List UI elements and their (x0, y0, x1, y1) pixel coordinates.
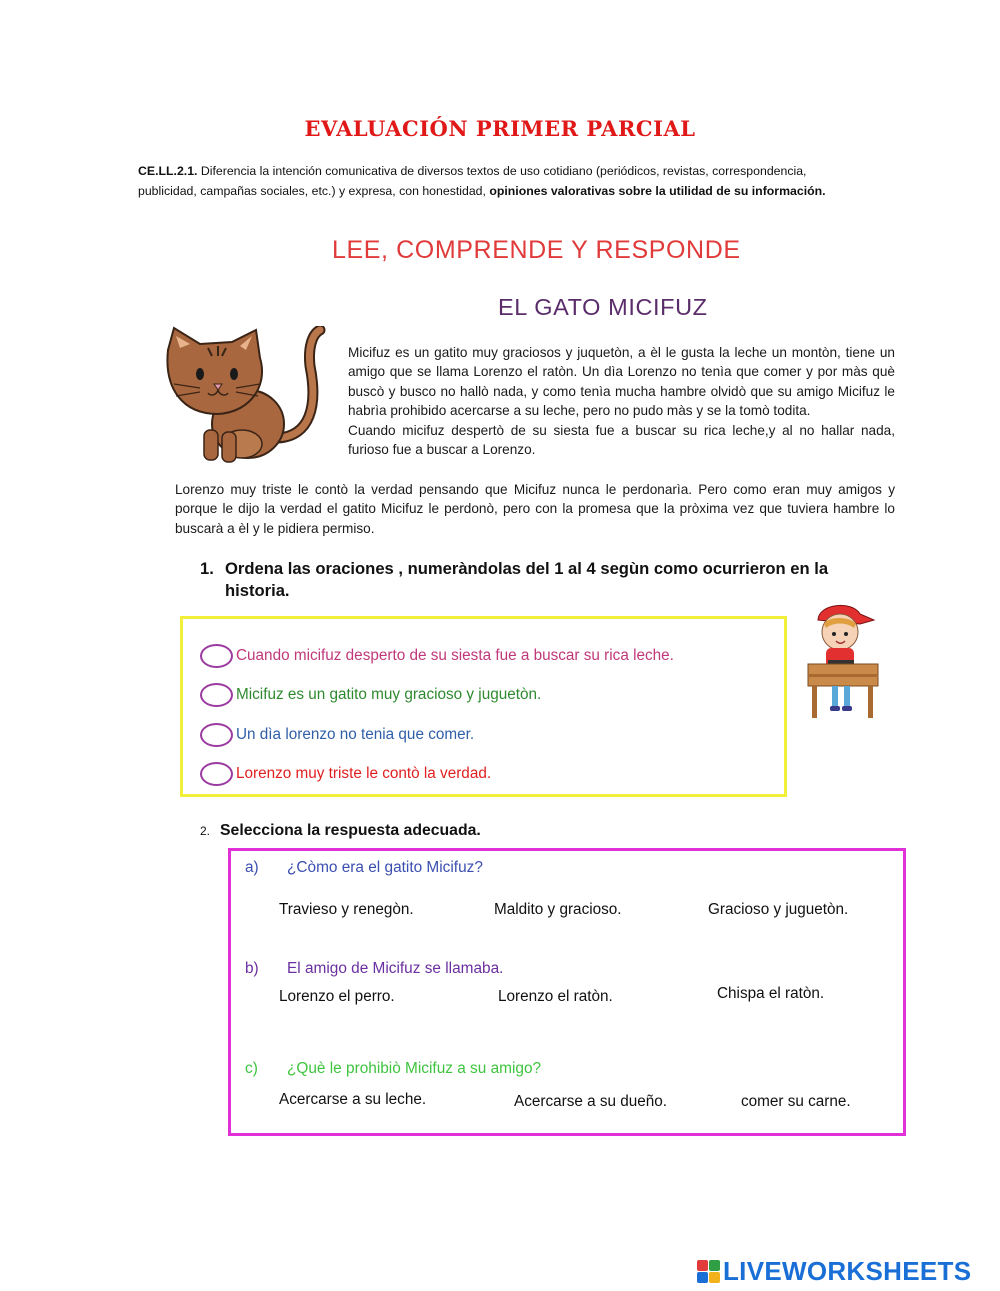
story-paragraph-1: Micifuz es un gatito muy graciosos y juquetòn, a èl le gusta la leche un montòn, tiene un amigo que se llama Lorenzo el ratòn. Un dìa Lorenzo no tenìa que comer y por màs què buscò y busco no hallò nada, y como tenìa mucha hambre olvidò que su amigo Micifuz le habrìa prohibido acercarse a su leche, pero no pudo màs y se la tomò todita. (348, 345, 895, 419)
ordering-option (200, 721, 474, 749)
criterion-text: Diferencia la intención comunicativa de diversos textos de uso cotidiano (periódicos, revistas, correspondencia, publicidad, campañas sociales, etc.) y expresa, con honestidad, (138, 164, 807, 198)
ordering-option (200, 642, 674, 670)
criterion-code: CE.LL.2.1. (138, 164, 198, 178)
ordering-box (180, 616, 787, 797)
question-1-number: 1. (200, 559, 214, 578)
story-text-block (348, 343, 895, 459)
question-item-b (245, 960, 503, 978)
question-item-c (245, 1060, 541, 1078)
cat-illustration (160, 326, 332, 464)
question-2-number: 2. (200, 824, 211, 838)
ordering-option-label: Micifuz es un gatito muy gracioso y juguetòn. (236, 686, 542, 703)
ordering-option (200, 681, 541, 709)
question-item-a (245, 859, 483, 877)
answer-option[interactable]: Acercarse a su leche. (279, 1091, 427, 1108)
liveworksheets-logo (697, 1256, 971, 1287)
question-2-text: Selecciona la respuesta adecuada. (220, 822, 481, 839)
multiple-choice-box (228, 848, 906, 1136)
question-letter: a) (245, 859, 259, 876)
answer-option[interactable]: Travieso y renegòn. (279, 901, 414, 918)
question-letter: c) (245, 1060, 258, 1077)
story-title: EL GATO MICIFUZ (498, 294, 708, 320)
answer-option[interactable]: Acercarse a su dueño. (514, 1093, 668, 1110)
logo-mark-icon (697, 1260, 720, 1283)
order-number-circle[interactable] (200, 762, 233, 786)
answer-option[interactable]: comer su carne. (741, 1093, 851, 1110)
ordering-option-label: Lorenzo muy triste le contò la verdad. (236, 765, 492, 782)
question-1 (200, 558, 890, 602)
answer-option[interactable]: Maldito y gracioso. (494, 901, 622, 918)
ordering-option (200, 760, 491, 788)
ordering-option-label: Un dìa lorenzo no tenia que comer. (236, 726, 475, 743)
reading-instruction-heading: LEE, COMPRENDE Y RESPONDE (332, 236, 741, 264)
answer-option[interactable]: Chispa el ratòn. (717, 985, 825, 1002)
ordering-option-label: Cuando micifuz desperto de su siesta fue a buscar su rica leche. (236, 647, 674, 664)
question-letter: b) (245, 960, 259, 977)
story-paragraph-3: Lorenzo muy triste le contò la verdad pensando que Micifuz nunca le perdonarìa. Pero como eran muy amigos y porque le dijo la verdad el gatito Micifuz le perdonò, pero con la promesa que la pròxima vez que tuviera hambre lo buscarà a èl y le pidiera permiso. (175, 482, 895, 536)
order-number-circle[interactable] (200, 644, 233, 668)
criterion-bold-text: opiniones valorativas sobre la utilidad de su información. (489, 183, 826, 198)
evaluation-criterion (138, 162, 863, 201)
question-2 (200, 822, 481, 840)
order-number-circle[interactable] (200, 683, 233, 707)
logo-text: LIVEWORKSHEETS (723, 1256, 972, 1286)
answer-option[interactable]: Lorenzo el ratòn. (498, 988, 613, 1005)
student-at-desk-illustration (804, 598, 880, 720)
question-text: ¿Què le prohibiò Micifuz a su amigo? (287, 1060, 542, 1077)
answer-option[interactable]: Lorenzo el perro. (279, 988, 395, 1005)
story-paragraph-2: Cuando micifuz despertò de su siesta fue a buscar su rica leche,y al no hallar nada, furioso fue a buscar a Lorenzo. (348, 422, 895, 458)
answer-option[interactable]: Gracioso y juguetòn. (708, 901, 849, 918)
question-text: El amigo de Micifuz se llamaba. (287, 960, 504, 977)
question-1-text: Ordena las oraciones , numeràndolas del 1 al 4 segùn como ocurrieron en la historia. (225, 559, 829, 600)
page-title: EVALUACIÓN PRIMER PARCIAL (304, 116, 696, 141)
order-number-circle[interactable] (200, 723, 233, 747)
question-text: ¿Còmo era el gatito Micifuz? (287, 859, 483, 876)
